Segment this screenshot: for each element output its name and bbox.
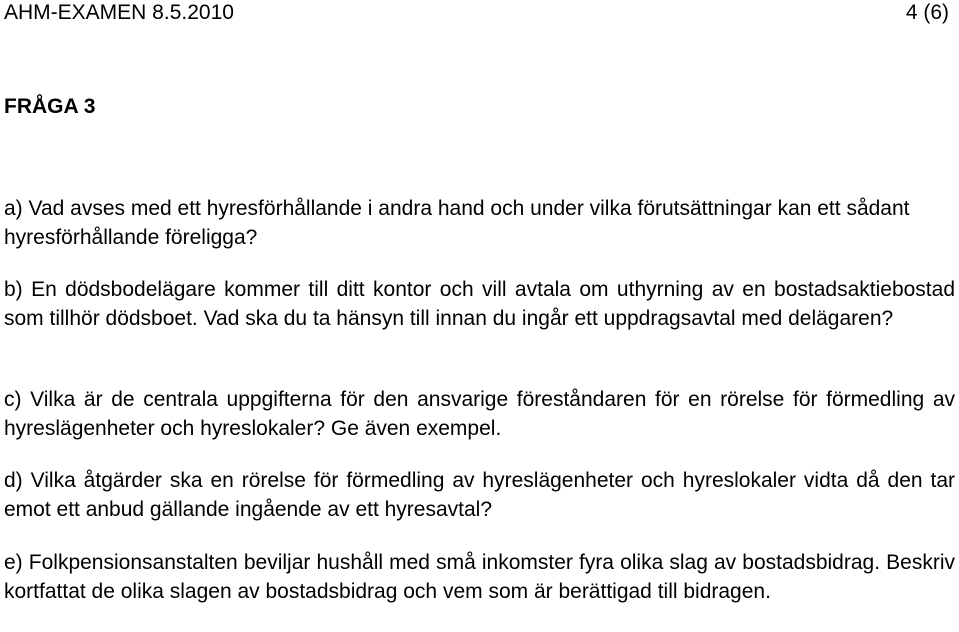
exam-name: AHM-EXAMEN 8.5.2010 (4, 1, 234, 24)
question-e: e) Folkpensionsanstalten beviljar hushåll med små inkomster fyra olika slag av bostadsbidrag. Beskriv kortfattat de olika slagen av bostadsbidrag och vem som är berättigad till bidragen. (4, 551, 955, 603)
question-a: a) Vad avses med ett hyresförhållande i andra hand och under vilka förutsättningar kan ett sådant hyresförhållande föreligga? (4, 197, 910, 249)
question-c: c) Vilka är de centrala uppgifterna för den ansvarige föreståndaren för en rörelse för förmedling av hyreslägenheter och hyreslokaler? Ge även exempel. (4, 388, 955, 440)
question-b: b) En dödsbodelägare kommer till ditt kontor och vill avtala om uthyrning av en bostadsaktiebostad som tillhör dödsboet. Vad ska du ta hänsyn till innan du ingår ett uppdragsavtal med delägaren? (4, 278, 955, 330)
page-number: 4 (6) (905, 1, 949, 24)
page-header (4, 0, 955, 26)
question-d: d) Vilka åtgärder ska en rörelse för förmedling av hyreslägenheter och hyreslokaler vidta då den tar emot ett anbud gällande ingående av ett hyresavtal? (4, 469, 955, 521)
question-title: FRÅGA 3 (4, 95, 96, 118)
